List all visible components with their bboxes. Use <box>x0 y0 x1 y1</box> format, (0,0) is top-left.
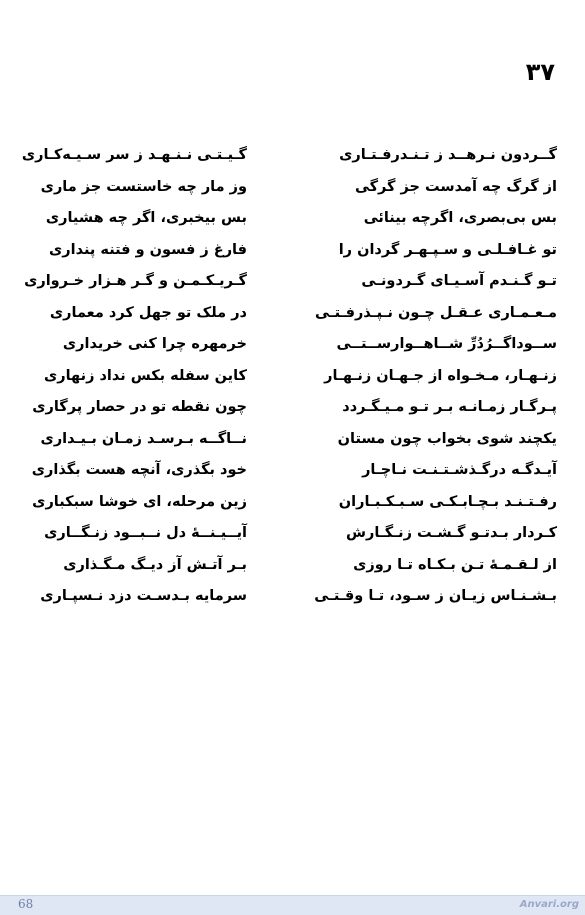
couplet <box>0 331 585 363</box>
couplet <box>0 426 585 458</box>
couplet <box>0 363 585 395</box>
verse-first-hemistich: رفـتـنـد بـچـابـکـی سـبـکـبـاران <box>338 493 557 510</box>
poem-body <box>0 142 585 615</box>
verse-first-hemistich: یکچند شوی بخواب چون مستان <box>337 430 557 447</box>
couplet <box>0 457 585 489</box>
couplet <box>0 174 585 206</box>
verse-first-hemistich: آیـدگـه درگـذشـتـنـت نـاچـار <box>362 462 557 478</box>
verse-second-hemistich: خرمهره چرا کنی خریداری <box>62 336 247 352</box>
verse-second-hemistich: در ملک تو جهل کرد معماری <box>49 304 247 321</box>
verse-first-hemistich: از لـقـمـهٔ تـن بـکـاه تـا روزی <box>353 556 557 573</box>
verse-second-hemistich: بـر آتـش آز دیـگ مـگـذاری <box>63 556 247 573</box>
footer-watermark: Anvari.org <box>519 899 579 910</box>
couplet <box>0 489 585 521</box>
verse-first-hemistich: از گرگ چه آمدست جز گرگی <box>354 178 557 195</box>
verse-first-hemistich: کـردار بـدتـو گـشـت زنـگـارش <box>346 525 557 541</box>
verse-second-hemistich: نــاگــه بـرسـد زمـان بـیـداری <box>40 430 247 447</box>
verse-first-hemistich: بـشـنـاس زیـان ز سـود، تـا وقـتـی <box>314 588 557 604</box>
couplet <box>0 268 585 300</box>
couplet <box>0 300 585 332</box>
verse-second-hemistich: چون نقطه تو در حصار پرگاری <box>32 399 247 415</box>
verse-second-hemistich: گـریـکـمـن و گـر هـزار خـرواری <box>24 273 247 289</box>
verse-second-hemistich: خود بگذری، آنچه هست بگذاری <box>31 462 247 478</box>
footer-bar <box>0 895 585 915</box>
verse-first-hemistich: زنـهـار، مـخـواه از جـهـان زنـهـار <box>324 367 557 384</box>
verse-second-hemistich: زین مرحله، ای خوشا سبکباری <box>32 493 247 510</box>
verse-first-hemistich: تـو گـنـدم آسـیـای گـردونـی <box>361 273 557 289</box>
verse-second-hemistich: وز مار چه خاستست جز ماری <box>40 178 247 195</box>
verse-second-hemistich: آیــیـنــهٔ دل نــبــود زنـگــاری <box>44 525 247 541</box>
verse-second-hemistich: فارغ ز فسون و فتنه پنداری <box>49 241 247 258</box>
couplet <box>0 394 585 426</box>
verse-first-hemistich: پـرگـار زمـانـه بـر تـو مـیـگـردد <box>342 399 557 415</box>
couplet <box>0 237 585 269</box>
couplet <box>0 520 585 552</box>
verse-first-hemistich: گــردون نـرهــد ز تـنـدرفـتـاری <box>339 147 557 163</box>
couplet <box>0 552 585 584</box>
couplet <box>0 583 585 615</box>
verse-second-hemistich: کاین سفله بکس نداد زنهاری <box>43 367 247 384</box>
verse-first-hemistich: ســوداگــرُدُرِّ شــاهــوارســتــی <box>336 336 557 352</box>
verse-first-hemistich: مـعـمـاری عـقـل چـون نـپـذرفـتـی <box>314 304 557 321</box>
couplet <box>0 142 585 174</box>
verse-second-hemistich: سرمایه بـدسـت دزد نـسپـاری <box>40 588 247 604</box>
page-number: ۳۷ <box>525 58 555 86</box>
verse-first-hemistich: بس بی‌بصری، اگرچه بینائی <box>363 210 557 226</box>
couplet <box>0 205 585 237</box>
verse-first-hemistich: تو غـافـلـی و سـپـهـر گردان را <box>338 241 557 258</box>
verse-second-hemistich: گـیـتـی نـنـهـد ز سر سـیـه‌کـاری <box>21 147 247 163</box>
verse-second-hemistich: بس بیخبری، اگر چه هشیاری <box>45 210 247 226</box>
footer-page-number: 68 <box>18 897 34 911</box>
